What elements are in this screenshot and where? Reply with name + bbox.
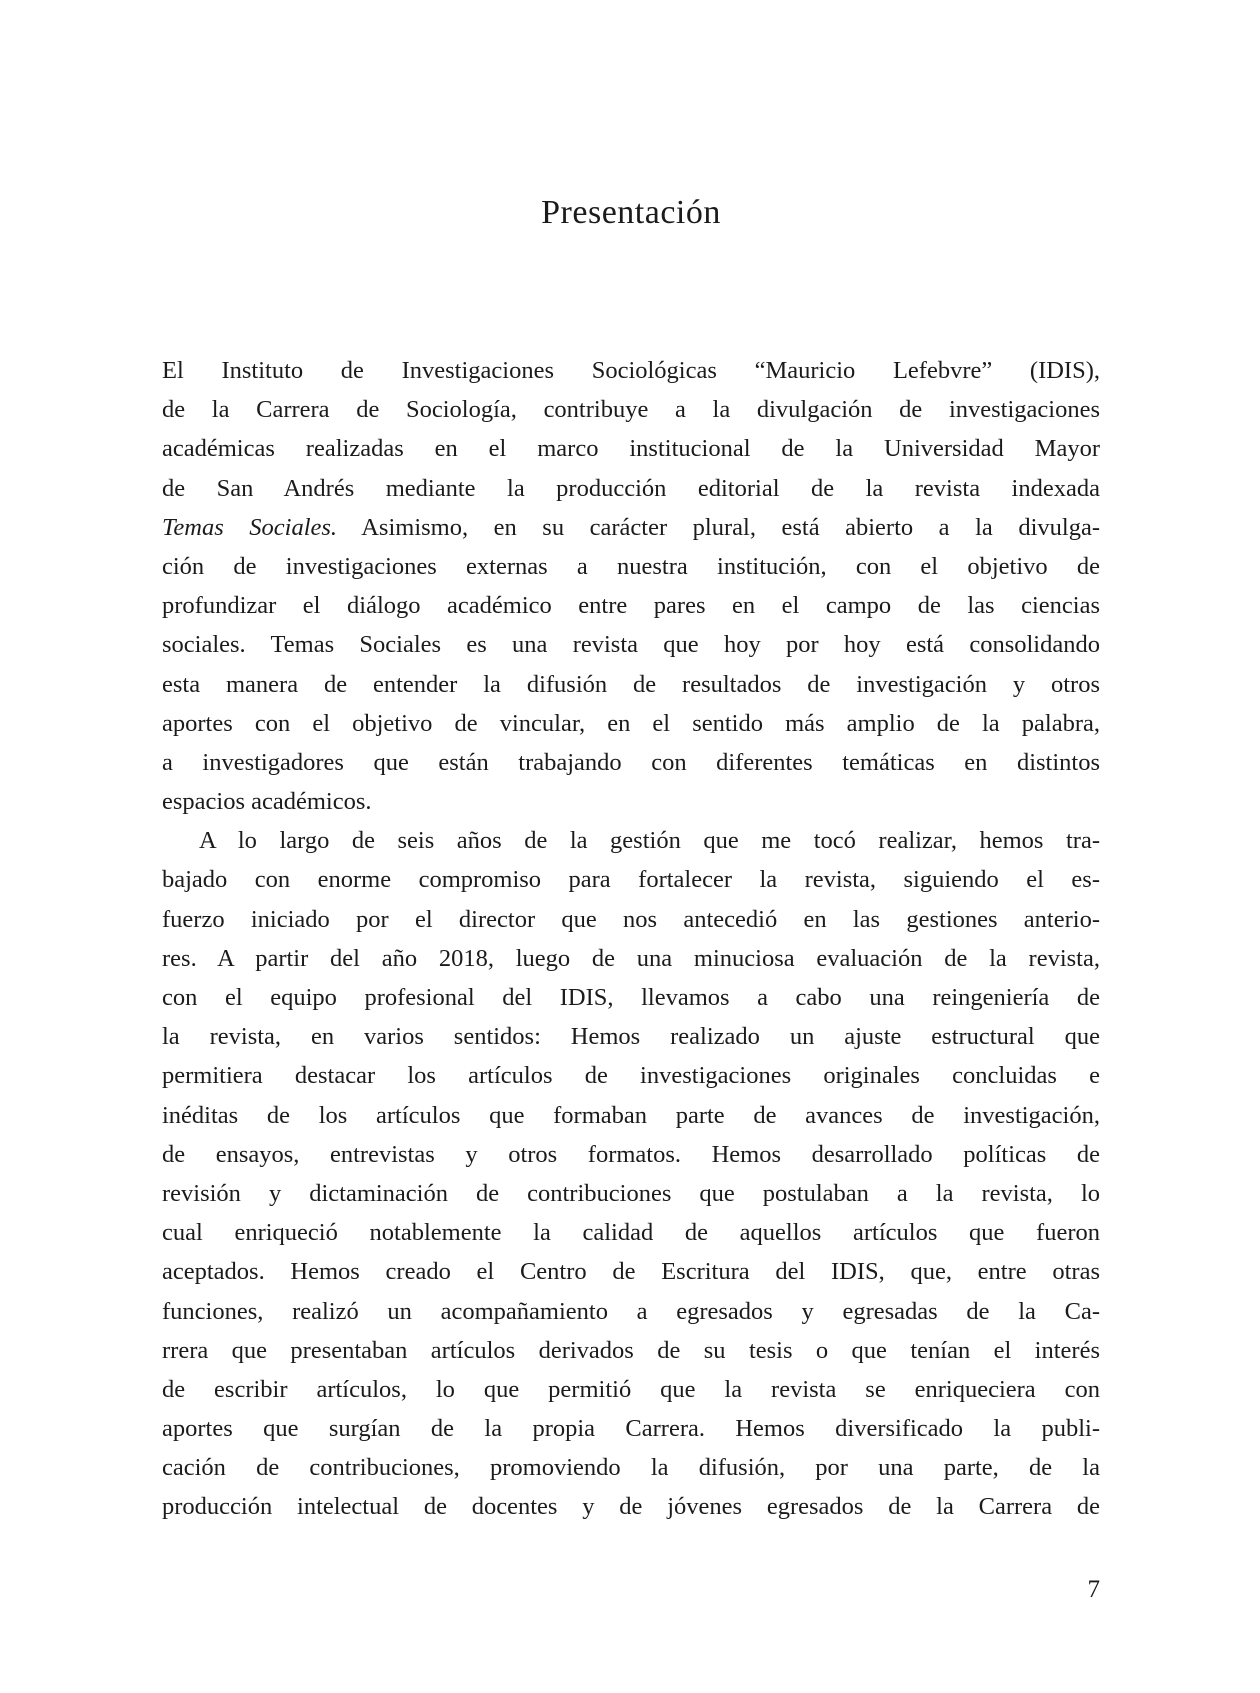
text-line bbox=[162, 1017, 1100, 1056]
text-line bbox=[162, 1135, 1100, 1174]
text-line bbox=[162, 978, 1100, 1017]
text-line bbox=[162, 429, 1100, 468]
text-segment: inéditas de los artículos que formaban parte de avances de investigación, bbox=[162, 1101, 1100, 1129]
text-line bbox=[162, 1213, 1100, 1252]
text-line bbox=[162, 665, 1100, 704]
text-line bbox=[162, 1370, 1100, 1409]
text-segment: académicas realizadas en el marco institucional de la Universidad Mayor bbox=[162, 435, 1100, 463]
text-segment: sociales. Temas Sociales es una revista que hoy por hoy está consolidando bbox=[162, 631, 1100, 659]
text-line bbox=[162, 469, 1100, 508]
text-line bbox=[162, 1331, 1100, 1370]
text-line bbox=[162, 704, 1100, 743]
text-line bbox=[162, 1487, 1100, 1526]
text-line bbox=[162, 1056, 1100, 1095]
text-segment: res. A partir del año 2018, luego de una minuciosa evaluación de la revista, bbox=[162, 944, 1100, 972]
text-line bbox=[162, 351, 1100, 390]
text-line bbox=[162, 1252, 1100, 1291]
text-segment: Asimismo, en su carácter plural, está abierto a la divulga- bbox=[337, 513, 1100, 541]
text-segment: rrera que presentaban artículos derivados de su tesis o que tenían el interés bbox=[162, 1336, 1100, 1364]
text-segment: de San Andrés mediante la producción editorial de la revista indexada bbox=[162, 474, 1100, 502]
text-segment: producción intelectual de docentes y de jóvenes egresados de la Carrera de bbox=[162, 1493, 1100, 1521]
text-segment: funciones, realizó un acompañamiento a egresados y egresadas de la Ca- bbox=[162, 1297, 1100, 1325]
text-segment: aportes que surgían de la propia Carrera. Hemos diversificado la publi- bbox=[162, 1415, 1100, 1443]
text-segment: A lo largo de seis años de la gestión que me tocó realizar, hemos tra- bbox=[199, 827, 1100, 855]
text-segment: espacios académicos. bbox=[162, 788, 372, 816]
text-segment: El Instituto de Investigaciones Sociológicas “Mauricio Lefebvre” (IDIS), bbox=[162, 357, 1100, 384]
text-line bbox=[162, 1096, 1100, 1135]
text-line bbox=[162, 508, 1100, 547]
page-number: 7 bbox=[1087, 1576, 1100, 1603]
text-line bbox=[162, 625, 1100, 664]
text-line bbox=[162, 821, 1100, 860]
text-segment: cación de contribuciones, promoviendo la difusión, por una parte, de la bbox=[162, 1454, 1100, 1482]
text-segment: revisión y dictaminación de contribuciones que postulaban a la revista, lo bbox=[162, 1179, 1100, 1207]
text-line bbox=[162, 390, 1100, 429]
text-segment: bajado con enorme compromiso para fortalecer la revista, siguiendo el es- bbox=[162, 866, 1100, 894]
text-line bbox=[162, 1448, 1100, 1487]
text-line bbox=[162, 900, 1100, 939]
text-line bbox=[162, 586, 1100, 625]
text-line bbox=[162, 939, 1100, 978]
text-segment: de escribir artículos, lo que permitió que la revista se enriqueciera con bbox=[162, 1375, 1100, 1403]
text-line bbox=[162, 547, 1100, 586]
text-segment: permitiera destacar los artículos de investigaciones originales concluidas e bbox=[162, 1062, 1100, 1090]
text-segment: profundizar el diálogo académico entre pares en el campo de las ciencias bbox=[162, 592, 1100, 620]
page-title: Presentación bbox=[541, 194, 721, 231]
text-segment: ción de investigaciones externas a nuestra institución, con el objetivo de bbox=[162, 552, 1100, 580]
text-line bbox=[162, 1409, 1100, 1448]
italic-text-segment: Temas Sociales. bbox=[162, 513, 338, 541]
text-segment: esta manera de entender la difusión de resultados de investigación y otros bbox=[162, 670, 1100, 698]
text-segment: de la Carrera de Sociología, contribuye a la divulgación de investigaciones bbox=[162, 396, 1100, 424]
text-line bbox=[162, 782, 1100, 821]
text-segment: a investigadores que están trabajando con diferentes temáticas en distintos bbox=[162, 748, 1100, 776]
text-line bbox=[162, 1174, 1100, 1213]
text-segment: la revista, en varios sentidos: Hemos realizado un ajuste estructural que bbox=[162, 1023, 1100, 1051]
text-segment: con el equipo profesional del IDIS, llevamos a cabo una reingeniería de bbox=[162, 984, 1100, 1011]
body-text bbox=[162, 351, 1100, 1527]
text-segment: fuerzo iniciado por el director que nos antecedió en las gestiones anterio- bbox=[162, 905, 1100, 933]
text-segment: aportes con el objetivo de vincular, en el sentido más amplio de la palabra, bbox=[162, 709, 1100, 737]
text-line bbox=[162, 1292, 1100, 1331]
text-segment: de ensayos, entrevistas y otros formatos. Hemos desarrollado políticas de bbox=[162, 1140, 1100, 1168]
text-line bbox=[162, 743, 1100, 782]
text-segment: aceptados. Hemos creado el Centro de Escritura del IDIS, que, entre otras bbox=[162, 1258, 1100, 1286]
text-line bbox=[162, 860, 1100, 899]
text-segment: cual enriqueció notablemente la calidad de aquellos artículos que fueron bbox=[162, 1219, 1100, 1247]
